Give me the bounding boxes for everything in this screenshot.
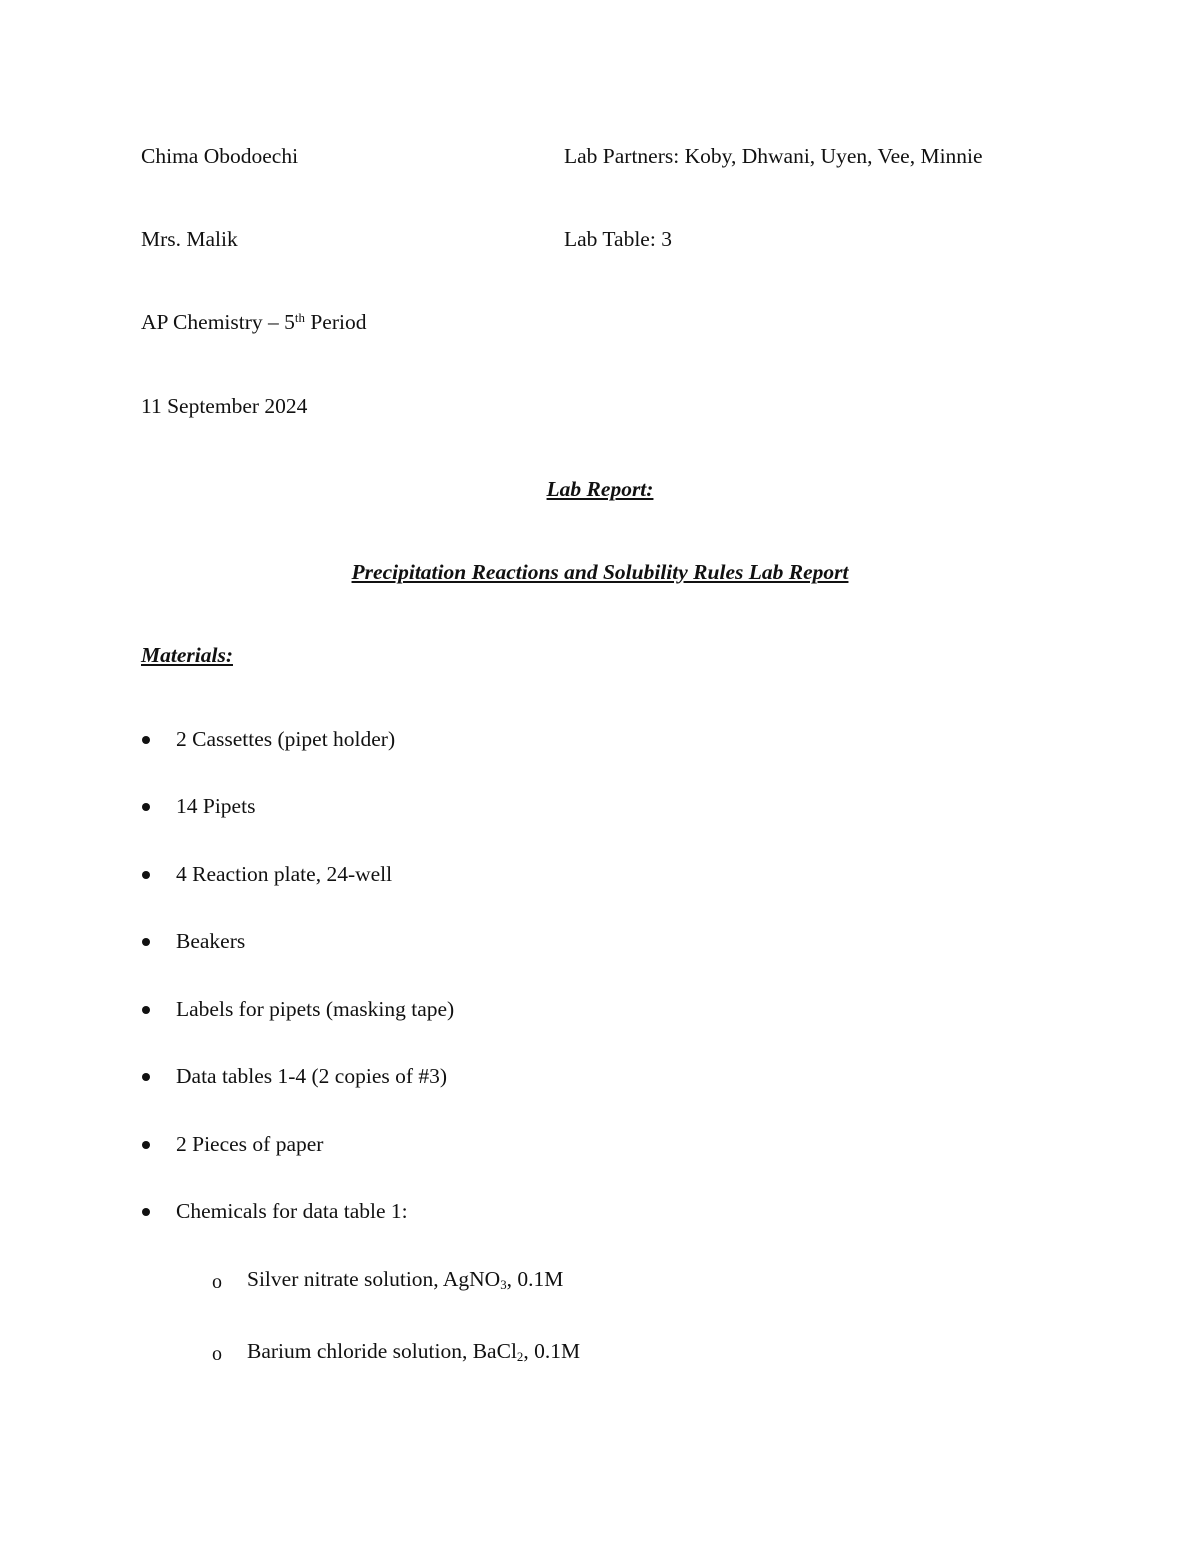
hollow-bullet-icon: o (212, 1343, 222, 1365)
teacher-name: Mrs. Malik (141, 227, 238, 251)
course-suffix: Period (304, 310, 367, 334)
report-label: Lab Report: (546, 477, 654, 501)
lab-partners: Lab Partners: Koby, Dhwani, Uyen, Vee, Minnie (564, 144, 983, 168)
chemical-name: Silver nitrate solution, AgNO (247, 1267, 501, 1291)
bullet-icon (142, 1006, 150, 1014)
sub-list-item (247, 1341, 580, 1363)
report-date: 11 September 2024 (141, 394, 308, 418)
bullet-icon (142, 736, 150, 744)
report-title: Precipitation Reactions and Solubility Rules Lab Report (351, 560, 849, 584)
bullet-icon (142, 803, 150, 811)
bullet-icon (142, 938, 150, 946)
formula-subscript: 2 (516, 1350, 524, 1365)
course-ordinal: th (294, 310, 305, 325)
bullet-icon (142, 1073, 150, 1081)
list-item: Data tables 1-4 (2 copies of #3) (176, 1064, 448, 1088)
list-item: 14 Pipets (176, 794, 256, 818)
chemical-concentration: , 0.1M (506, 1267, 564, 1291)
bullet-icon (142, 871, 150, 879)
list-item: Labels for pipets (masking tape) (176, 997, 455, 1021)
formula-subscript: 3 (500, 1278, 507, 1293)
chemical-concentration: , 0.1M (523, 1339, 581, 1363)
list-item: 4 Reaction plate, 24-well (176, 862, 393, 886)
bullet-icon (142, 1141, 150, 1149)
list-item: Beakers (176, 929, 246, 953)
hollow-bullet-icon: o (212, 1271, 222, 1293)
list-item: 2 Pieces of paper (176, 1132, 324, 1156)
student-name: Chima Obodoechi (141, 144, 299, 168)
chemical-name: Barium chloride solution, BaCl (247, 1339, 517, 1363)
list-item: 2 Cassettes (pipet holder) (176, 727, 396, 751)
course-prefix: AP Chemistry – 5 (141, 310, 295, 334)
course-line (141, 312, 366, 334)
sub-list-item (247, 1269, 563, 1291)
bullet-icon (142, 1208, 150, 1216)
list-item: Chemicals for data table 1: (176, 1199, 408, 1223)
lab-table: Lab Table: 3 (564, 227, 672, 251)
materials-heading: Materials: (141, 643, 233, 667)
